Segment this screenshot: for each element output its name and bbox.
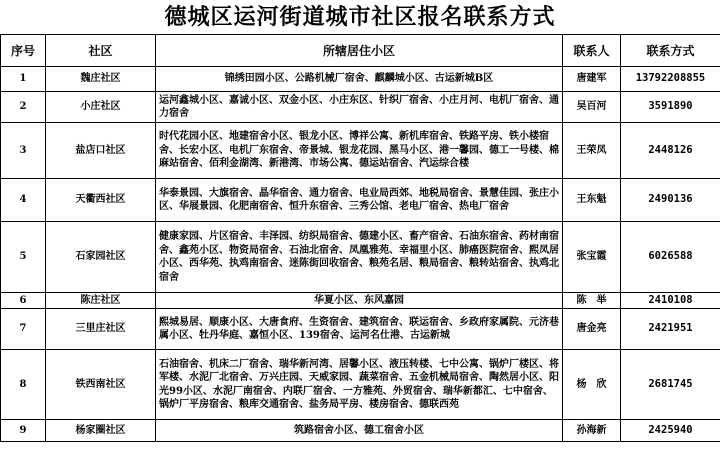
table-row bbox=[1, 92, 720, 123]
row-community: 陈庄社区 bbox=[46, 293, 156, 309]
row-contact: 王荣凤 bbox=[563, 123, 621, 179]
row-phone: 13792208855 bbox=[621, 67, 720, 92]
header-index: 序号 bbox=[1, 35, 46, 67]
header-phone: 联系方式 bbox=[621, 35, 720, 67]
row-community: 石家园社区 bbox=[46, 222, 156, 293]
row-areas: 时代花园小区、地建宿舍小区、银龙小区、博祥公寓、新机库宿舍、铁路平房、铁小楼宿舍、长宏小区、电机厂东宿舍、帝景城、银龙花园、黑马小区、港一馨园、德工一号楼、棉麻站宿舍、佰利金湖湾、新港湾、市场公寓、德运站宿舍、汽运综合楼 bbox=[156, 123, 563, 179]
row-contact: 孙海新 bbox=[563, 420, 621, 442]
row-index: 4 bbox=[1, 179, 46, 222]
header-row bbox=[1, 35, 720, 67]
table-row bbox=[1, 420, 720, 442]
row-index: 6 bbox=[1, 293, 46, 309]
row-contact: 陈 举 bbox=[563, 293, 621, 309]
row-community: 三里庄社区 bbox=[46, 309, 156, 350]
row-contact: 王东魁 bbox=[563, 179, 621, 222]
row-phone: 3591890 bbox=[621, 92, 720, 123]
row-index: 7 bbox=[1, 309, 46, 350]
row-contact: 张宝霞 bbox=[563, 222, 621, 293]
row-contact: 唐金亮 bbox=[563, 309, 621, 350]
row-contact: 杨 欣 bbox=[563, 350, 621, 420]
row-index: 5 bbox=[1, 222, 46, 293]
row-community: 天衢西社区 bbox=[46, 179, 156, 222]
row-phone: 2425940 bbox=[621, 420, 720, 442]
table-row bbox=[1, 350, 720, 420]
row-areas: 健康家园、片区宿舍、丰泽园、纺织局宿舍、德建小区、畜产宿舍、石油东宿舍、药材南宿舍、鑫苑小区、物资局宿舍、石油北宿舍、凤凰雅苑、幸福里小区、肺癌医院宿舍、熙凤居小区、西华苑、执鸡南宿舍、迷陈街回收宿舍、粮苑名居、粮局宿舍、粮转站宿舍、执鸡北宿舍 bbox=[156, 222, 563, 293]
row-phone: 2448126 bbox=[621, 123, 720, 179]
row-community: 魏庄社区 bbox=[46, 67, 156, 92]
row-areas: 石油宿舍、机床二厂宿舍、瑞华新河湾、居馨小区、液压转楼、七中公寓、锅炉厂楼区、将军楼、水泥厂北宿舍、万兴庄园、天威家园、蔬菜宿舍、五金机械局宿舍、陶然居小区、阳光99小区、水泥厂南宿舍、内联厂宿舍、一方雅苑、外贸宿舍、瑞华新都汇、七中宿舍、锅炉厂平房宿舍、粮库交通宿舍、盐务局平房、楼房宿舍、德联西苑 bbox=[156, 350, 563, 420]
row-areas: 华夏小区、东风嘉园 bbox=[156, 293, 563, 309]
row-areas: 熙城易居、顺康小区、大唐食府、生资宿舍、建筑宿舍、联运宿舍、乡政府家属院、元济巷属小区、牡丹华庭、嘉恒小区、139宿舍、运河名仕港、古运新城 bbox=[156, 309, 563, 350]
row-index: 1 bbox=[1, 67, 46, 92]
row-community: 铁西南社区 bbox=[46, 350, 156, 420]
table-row bbox=[1, 309, 720, 350]
row-phone: 2421951 bbox=[621, 309, 720, 350]
table-row bbox=[1, 293, 720, 309]
contact-table bbox=[0, 34, 720, 442]
row-index: 9 bbox=[1, 420, 46, 442]
header-areas: 所辖居住小区 bbox=[156, 35, 563, 67]
row-index: 8 bbox=[1, 350, 46, 420]
row-contact: 唐建军 bbox=[563, 67, 621, 92]
row-phone: 2490136 bbox=[621, 179, 720, 222]
row-areas: 锦绣田园小区、公路机械厂宿舍、麒麟城小区、古运新城B区 bbox=[156, 67, 563, 92]
row-community: 小庄社区 bbox=[46, 92, 156, 123]
row-contact: 吴百河 bbox=[563, 92, 621, 123]
row-phone: 6026588 bbox=[621, 222, 720, 293]
row-index: 2 bbox=[1, 92, 46, 123]
table-row bbox=[1, 222, 720, 293]
document-title: 德城区运河街道城市社区报名联系方式 bbox=[164, 4, 556, 30]
table-row bbox=[1, 179, 720, 222]
row-areas: 筑路宿舍小区、德工宿舍小区 bbox=[156, 420, 563, 442]
row-community: 盐店口社区 bbox=[46, 123, 156, 179]
header-contact: 联系人 bbox=[563, 35, 621, 67]
row-areas: 运河鑫城小区、嘉诚小区、双金小区、小庄东区、针织厂宿舍、小庄月河、电机厂宿舍、通力宿舍 bbox=[156, 92, 563, 123]
row-community: 杨家圈社区 bbox=[46, 420, 156, 442]
row-phone: 2681745 bbox=[621, 350, 720, 420]
header-community: 社区 bbox=[46, 35, 156, 67]
row-index: 3 bbox=[1, 123, 46, 179]
table-row bbox=[1, 67, 720, 92]
row-areas: 华泰景园、大旗宿舍、晶华宿舍、通力宿舍、电业局西郊、地税局宿舍、景慧佳园、张庄小区、华展景园、化肥南宿舍、恒升东宿舍、三秀公馆、老电厂宿舍、热电厂宿舍 bbox=[156, 179, 563, 222]
row-phone: 2410108 bbox=[621, 293, 720, 309]
table-row bbox=[1, 123, 720, 179]
